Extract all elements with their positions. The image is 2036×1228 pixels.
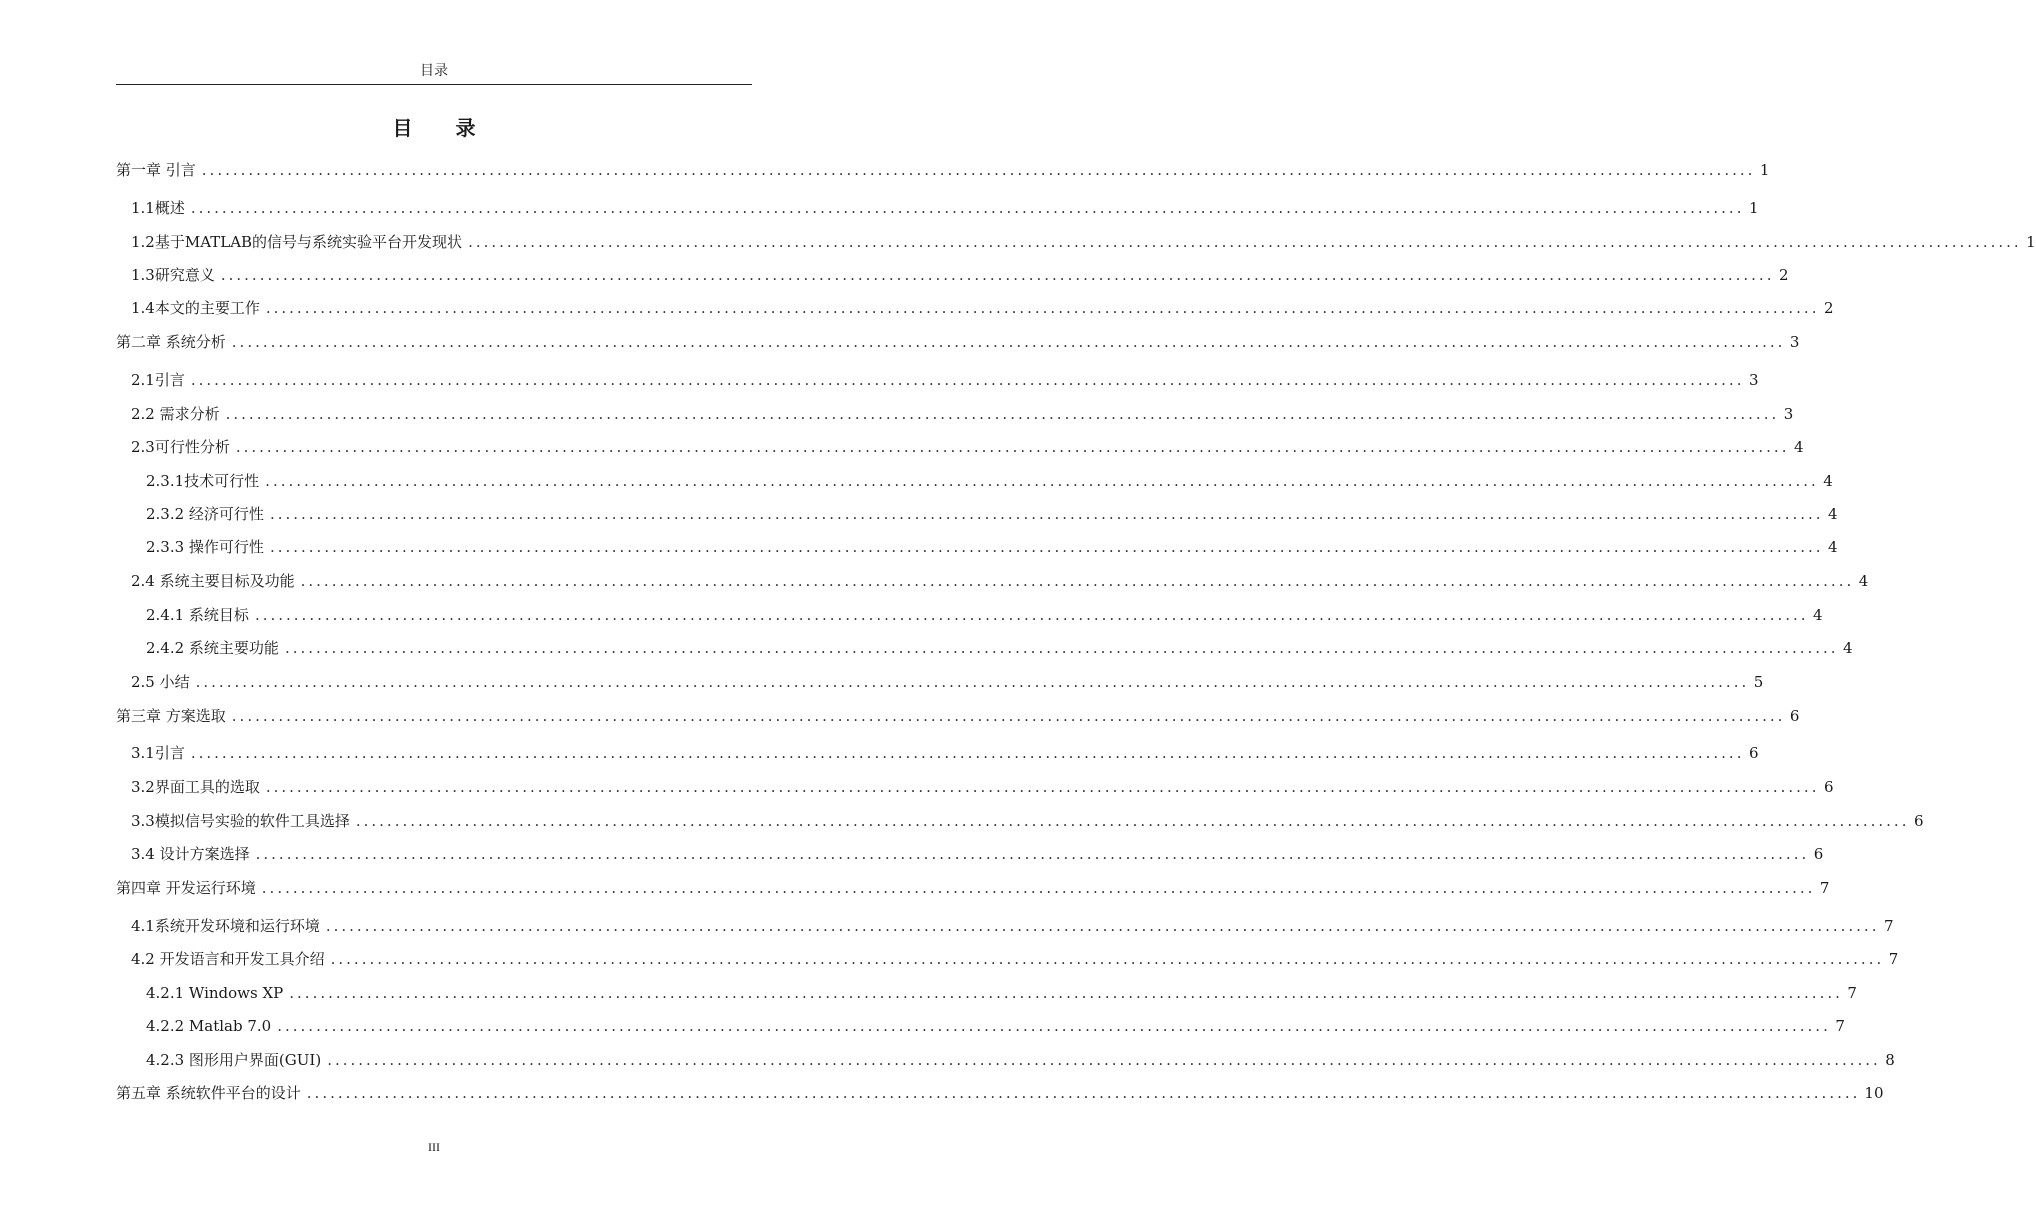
toc-entry-page: 4 <box>1813 606 1823 624</box>
toc-dot-leader: ........................................................................................................................................................................................................ <box>255 845 1810 863</box>
toc-entry[interactable] <box>116 571 1869 591</box>
toc-entry-page: 4 <box>1828 505 1838 523</box>
toc-entry-label: 1.4本文的主要工作 <box>131 299 260 317</box>
toc-entry-page: 3 <box>1789 333 1800 351</box>
toc-dot-leader: ........................................................................................................................................................................................................ <box>330 950 1885 968</box>
toc-entry[interactable] <box>116 706 1800 726</box>
toc-dot-leader: ........................................................................................................................................................................................................ <box>269 505 1824 523</box>
toc-entry-page: 7 <box>1847 984 1857 1002</box>
toc-entry-label: 2.3.2 经济可行性 <box>146 505 264 523</box>
toc-entry-page: 7 <box>1883 917 1894 935</box>
toc-entry-page: 3 <box>1783 405 1794 423</box>
toc-entry-label: 2.5 小结 <box>131 673 190 691</box>
toc-dot-leader: ........................................................................................................................................................................................................ <box>327 1051 1881 1069</box>
toc-entry-page: 4 <box>1858 572 1869 590</box>
toc-dot-leader: ........................................................................................................................................................................................................ <box>195 673 1750 691</box>
running-header: 目录 <box>420 63 448 79</box>
page-number: III <box>428 1140 440 1154</box>
toc-entry-label: 2.3可行性分析 <box>131 438 230 456</box>
toc-entry-page: 1 <box>1748 199 1759 217</box>
toc-entry-label: 第五章 系统软件平台的设计 <box>116 1084 301 1102</box>
toc-entry-page: 6 <box>1913 812 1924 830</box>
toc-entry[interactable] <box>116 1050 1895 1070</box>
toc-dot-leader: ........................................................................................................................................................................................................ <box>289 984 1843 1002</box>
toc-dot-leader: ........................................................................................................................................................................................................ <box>265 472 1819 490</box>
toc-entry[interactable] <box>116 844 1824 864</box>
toc-dot-leader: ........................................................................................................................................................................................................ <box>265 778 1820 796</box>
toc-entry-page: 6 <box>1789 707 1800 725</box>
toc-entry[interactable] <box>116 605 1823 625</box>
toc-dot-leader: ........................................................................................................................................................................................................ <box>201 161 1756 179</box>
toc-entry-page: 3 <box>1748 371 1759 389</box>
toc-entry[interactable] <box>116 878 1830 898</box>
toc-entry-page: 4 <box>1828 538 1838 556</box>
toc-entry-label: 2.3.1技术可行性 <box>146 472 260 490</box>
toc-title: 目 录 <box>392 116 494 140</box>
toc-entry-page: 7 <box>1819 879 1830 897</box>
toc-entry-label: 4.1系统开发环境和运行环境 <box>131 917 320 935</box>
toc-dot-leader: ........................................................................................................................................................................................................ <box>355 812 1910 830</box>
toc-entry-page: 1 <box>2026 233 2036 251</box>
toc-entry-label: 2.2 需求分析 <box>131 405 220 423</box>
toc-entry-label: 3.2界面工具的选取 <box>131 778 260 796</box>
toc-dot-leader: ........................................................................................................................................................................................................ <box>284 639 1839 657</box>
toc-entry[interactable] <box>116 265 1789 285</box>
toc-entry-label: 2.4.1 系统目标 <box>146 606 249 624</box>
toc-dot-leader: ........................................................................................................................................................................................................ <box>190 199 1745 217</box>
toc-dot-leader: ........................................................................................................................................................................................................ <box>190 744 1745 762</box>
toc-dot-leader: ........................................................................................................................................................................................................ <box>225 405 1780 423</box>
toc-dot-leader: ........................................................................................................................................................................................................ <box>325 917 1880 935</box>
toc-dot-leader: ........................................................................................................................................................................................................ <box>300 572 1855 590</box>
toc-entry-label: 1.2基于MATLAB的信号与系统实验平台开发现状 <box>131 233 463 251</box>
toc-entry-page: 4 <box>1793 438 1804 456</box>
toc-entry-label: 2.4.2 系统主要功能 <box>146 639 279 657</box>
toc-entry[interactable] <box>116 332 1800 352</box>
toc-entry-page: 1 <box>1759 161 1770 179</box>
toc-entry[interactable] <box>116 370 1759 390</box>
toc-entry-label: 2.3.3 操作可行性 <box>146 538 264 556</box>
toc-entry-label: 4.2.3 图形用户界面(GUI) <box>146 1051 322 1069</box>
toc-dot-leader: ........................................................................................................................................................................................................ <box>277 1017 1831 1035</box>
header-rule <box>116 84 752 85</box>
toc-entry-label: 第一章 引言 <box>116 161 196 179</box>
toc-entry-page: 7 <box>1888 950 1899 968</box>
toc-entry[interactable] <box>116 404 1794 424</box>
toc-entry[interactable] <box>116 638 1853 658</box>
toc-dot-leader: ........................................................................................................................................................................................................ <box>190 371 1745 389</box>
toc-dot-leader: ........................................................................................................................................................................................................ <box>231 333 1786 351</box>
toc-entry[interactable] <box>116 1083 1884 1103</box>
toc-entry-label: 2.4 系统主要目标及功能 <box>131 572 295 590</box>
toc-entry-label: 3.1引言 <box>131 744 185 762</box>
toc-entry-page: 8 <box>1885 1051 1895 1069</box>
toc-entry-page: 5 <box>1753 673 1764 691</box>
toc-entry-label: 3.4 设计方案选择 <box>131 845 250 863</box>
toc-dot-leader: ........................................................................................................................................................................................................ <box>468 233 2022 251</box>
toc-dot-leader: ........................................................................................................................................................................................................ <box>261 879 1816 897</box>
toc-entry-label: 2.1引言 <box>131 371 185 389</box>
toc-entry-page: 10 <box>1864 1084 1884 1102</box>
toc-entry[interactable] <box>116 811 1924 831</box>
toc-dot-leader: ........................................................................................................................................................................................................ <box>235 438 1790 456</box>
toc-entry-page: 7 <box>1835 1017 1845 1035</box>
toc-entry-page: 6 <box>1748 744 1759 762</box>
toc-dot-leader: ........................................................................................................................................................................................................ <box>269 538 1824 556</box>
toc-entry-label: 4.2.2 Matlab 7.0 <box>146 1017 272 1035</box>
toc-dot-leader: ........................................................................................................................................................................................................ <box>265 299 1820 317</box>
toc-entry[interactable] <box>116 537 1838 557</box>
toc-entry[interactable] <box>116 1016 1845 1036</box>
toc-entry-label: 1.3研究意义 <box>131 266 215 284</box>
toc-entry[interactable] <box>116 471 1833 491</box>
toc-dot-leader: ........................................................................................................................................................................................................ <box>220 266 1775 284</box>
toc-entry[interactable] <box>116 232 2036 252</box>
toc-entry-page: 6 <box>1823 778 1834 796</box>
toc-entry-label: 第二章 系统分析 <box>116 333 226 351</box>
toc-entry-label: 4.2.1 Windows XP <box>146 984 284 1002</box>
toc-entry-page: 2 <box>1823 299 1834 317</box>
toc-entry[interactable] <box>116 160 1770 180</box>
toc-entry[interactable] <box>116 949 1899 969</box>
toc-entry-page: 4 <box>1823 472 1833 490</box>
toc-entry-page: 6 <box>1813 845 1824 863</box>
toc-entry-page: 2 <box>1778 266 1789 284</box>
toc-entry[interactable] <box>116 504 1838 524</box>
toc-entry-label: 1.1概述 <box>131 199 185 217</box>
toc-entry-label: 3.3模拟信号实验的软件工具选择 <box>131 812 350 830</box>
toc-entry[interactable] <box>116 298 1834 318</box>
toc-entry[interactable] <box>116 983 1857 1003</box>
toc-dot-leader: ........................................................................................................................................................................................................ <box>306 1084 1861 1102</box>
toc-entry-label: 第四章 开发运行环境 <box>116 879 256 897</box>
toc-dot-leader: ........................................................................................................................................................................................................ <box>231 707 1786 725</box>
toc-entry[interactable] <box>116 437 1804 457</box>
toc-entry[interactable] <box>116 198 1759 218</box>
toc-entry-page: 4 <box>1843 639 1853 657</box>
toc-entry[interactable] <box>116 743 1759 763</box>
toc-entry-label: 第三章 方案选取 <box>116 707 226 725</box>
toc-entry-label: 4.2 开发语言和开发工具介绍 <box>131 950 325 968</box>
toc-entry[interactable] <box>116 672 1764 692</box>
toc-dot-leader: ........................................................................................................................................................................................................ <box>254 606 1809 624</box>
toc-entry[interactable] <box>116 916 1894 936</box>
toc-entry[interactable] <box>116 777 1834 797</box>
